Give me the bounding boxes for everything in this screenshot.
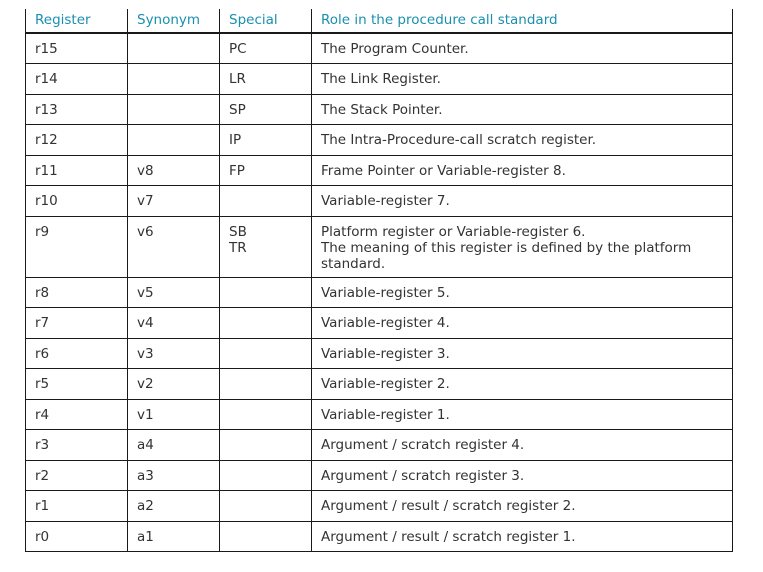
cell-special [220, 460, 312, 491]
cell-synonym: v7 [128, 186, 220, 217]
cell-role [312, 33, 733, 64]
cell-register: r3 [26, 430, 128, 461]
cell-special [220, 521, 312, 552]
table-header-row [26, 9, 733, 33]
cell-role [312, 399, 733, 430]
role-line: The meaning of this register is defined by the platform standard. [321, 239, 692, 272]
cell-synonym: v1 [128, 399, 220, 430]
cell-role [312, 125, 733, 156]
table-body [26, 33, 733, 552]
cell-synonym: v6 [128, 216, 220, 277]
cell-synonym: a3 [128, 460, 220, 491]
special-line: LR [229, 71, 246, 87]
cell-register: r7 [26, 308, 128, 339]
special-line: SP [229, 101, 246, 118]
cell-synonym [128, 64, 220, 95]
cell-role [312, 216, 733, 277]
cell-register: r15 [26, 33, 128, 64]
header-synonym: Synonym [128, 9, 220, 33]
register-table [25, 9, 733, 552]
cell-role [312, 369, 733, 400]
table-row [26, 308, 733, 339]
role-line: Argument / scratch register 4. [321, 437, 525, 453]
cell-register: r8 [26, 277, 128, 308]
cell-synonym: v8 [128, 155, 220, 186]
cell-register: r9 [26, 216, 128, 277]
cell-synonym [128, 125, 220, 156]
cell-special [220, 125, 312, 156]
cell-role [312, 64, 733, 95]
role-line: Argument / result / scratch register 1. [321, 528, 576, 545]
cell-special [220, 64, 312, 95]
cell-register: r0 [26, 521, 128, 552]
table-row [26, 94, 733, 125]
header-role: Role in the procedure call standard [312, 9, 733, 33]
cell-register: r4 [26, 399, 128, 430]
cell-synonym: v2 [128, 369, 220, 400]
table-row [26, 186, 733, 217]
cell-role [312, 491, 733, 522]
table-row [26, 491, 733, 522]
table-row [26, 369, 733, 400]
cell-special [220, 430, 312, 461]
header-register: Register [26, 9, 128, 33]
cell-register: r1 [26, 491, 128, 522]
role-line: Argument / scratch register 3. [321, 467, 525, 484]
table-row [26, 155, 733, 186]
table-row [26, 430, 733, 461]
cell-role [312, 460, 733, 491]
table-row [26, 33, 733, 64]
cell-special [220, 369, 312, 400]
cell-special [220, 399, 312, 430]
cell-special [220, 491, 312, 522]
role-line: Variable-register 4. [321, 315, 450, 331]
role-line: The Intra-Procedure-call scratch register. [321, 132, 597, 148]
role-line: Platform register or Variable-register 6. [321, 223, 586, 240]
cell-special [220, 155, 312, 186]
special-line: SB [229, 223, 247, 240]
cell-role [312, 430, 733, 461]
cell-register: r5 [26, 369, 128, 400]
cell-role [312, 155, 733, 186]
cell-synonym [128, 33, 220, 64]
role-line: Argument / result / scratch register 2. [321, 498, 576, 514]
role-line: The Stack Pointer. [321, 101, 443, 118]
cell-special [220, 94, 312, 125]
cell-synonym: a4 [128, 430, 220, 461]
cell-special [220, 338, 312, 369]
special-line: IP [229, 132, 242, 148]
cell-register: r11 [26, 155, 128, 186]
cell-register: r13 [26, 94, 128, 125]
cell-register: r6 [26, 338, 128, 369]
cell-role [312, 521, 733, 552]
role-line: Variable-register 7. [321, 193, 450, 209]
cell-role [312, 277, 733, 308]
cell-special [220, 216, 312, 277]
cell-role [312, 94, 733, 125]
cell-special [220, 308, 312, 339]
role-line: The Program Counter. [321, 41, 469, 57]
cell-synonym: a1 [128, 521, 220, 552]
special-line: FP [229, 162, 245, 179]
cell-synonym: a2 [128, 491, 220, 522]
header-special: Special [220, 9, 312, 33]
table-row [26, 277, 733, 308]
cell-synonym: v3 [128, 338, 220, 369]
role-line: Variable-register 3. [321, 345, 450, 362]
role-line: Frame Pointer or Variable-register 8. [321, 162, 566, 179]
cell-register: r12 [26, 125, 128, 156]
cell-synonym [128, 94, 220, 125]
cell-register: r2 [26, 460, 128, 491]
table-row [26, 338, 733, 369]
cell-special [220, 277, 312, 308]
role-line: Variable-register 1. [321, 406, 450, 423]
role-line: The Link Register. [321, 71, 441, 87]
table-row [26, 460, 733, 491]
table-row [26, 216, 733, 277]
cell-register: r14 [26, 64, 128, 95]
cell-register: r10 [26, 186, 128, 217]
role-line: Variable-register 5. [321, 284, 450, 301]
table-row [26, 64, 733, 95]
role-line: Variable-register 2. [321, 376, 450, 392]
special-line: PC [229, 41, 247, 57]
cell-role [312, 338, 733, 369]
cell-role [312, 308, 733, 339]
cell-special [220, 186, 312, 217]
table-row [26, 521, 733, 552]
cell-synonym: v4 [128, 308, 220, 339]
cell-role [312, 186, 733, 217]
special-line: TR [229, 239, 247, 256]
cell-special [220, 33, 312, 64]
table-row [26, 125, 733, 156]
cell-synonym: v5 [128, 277, 220, 308]
table-row [26, 399, 733, 430]
